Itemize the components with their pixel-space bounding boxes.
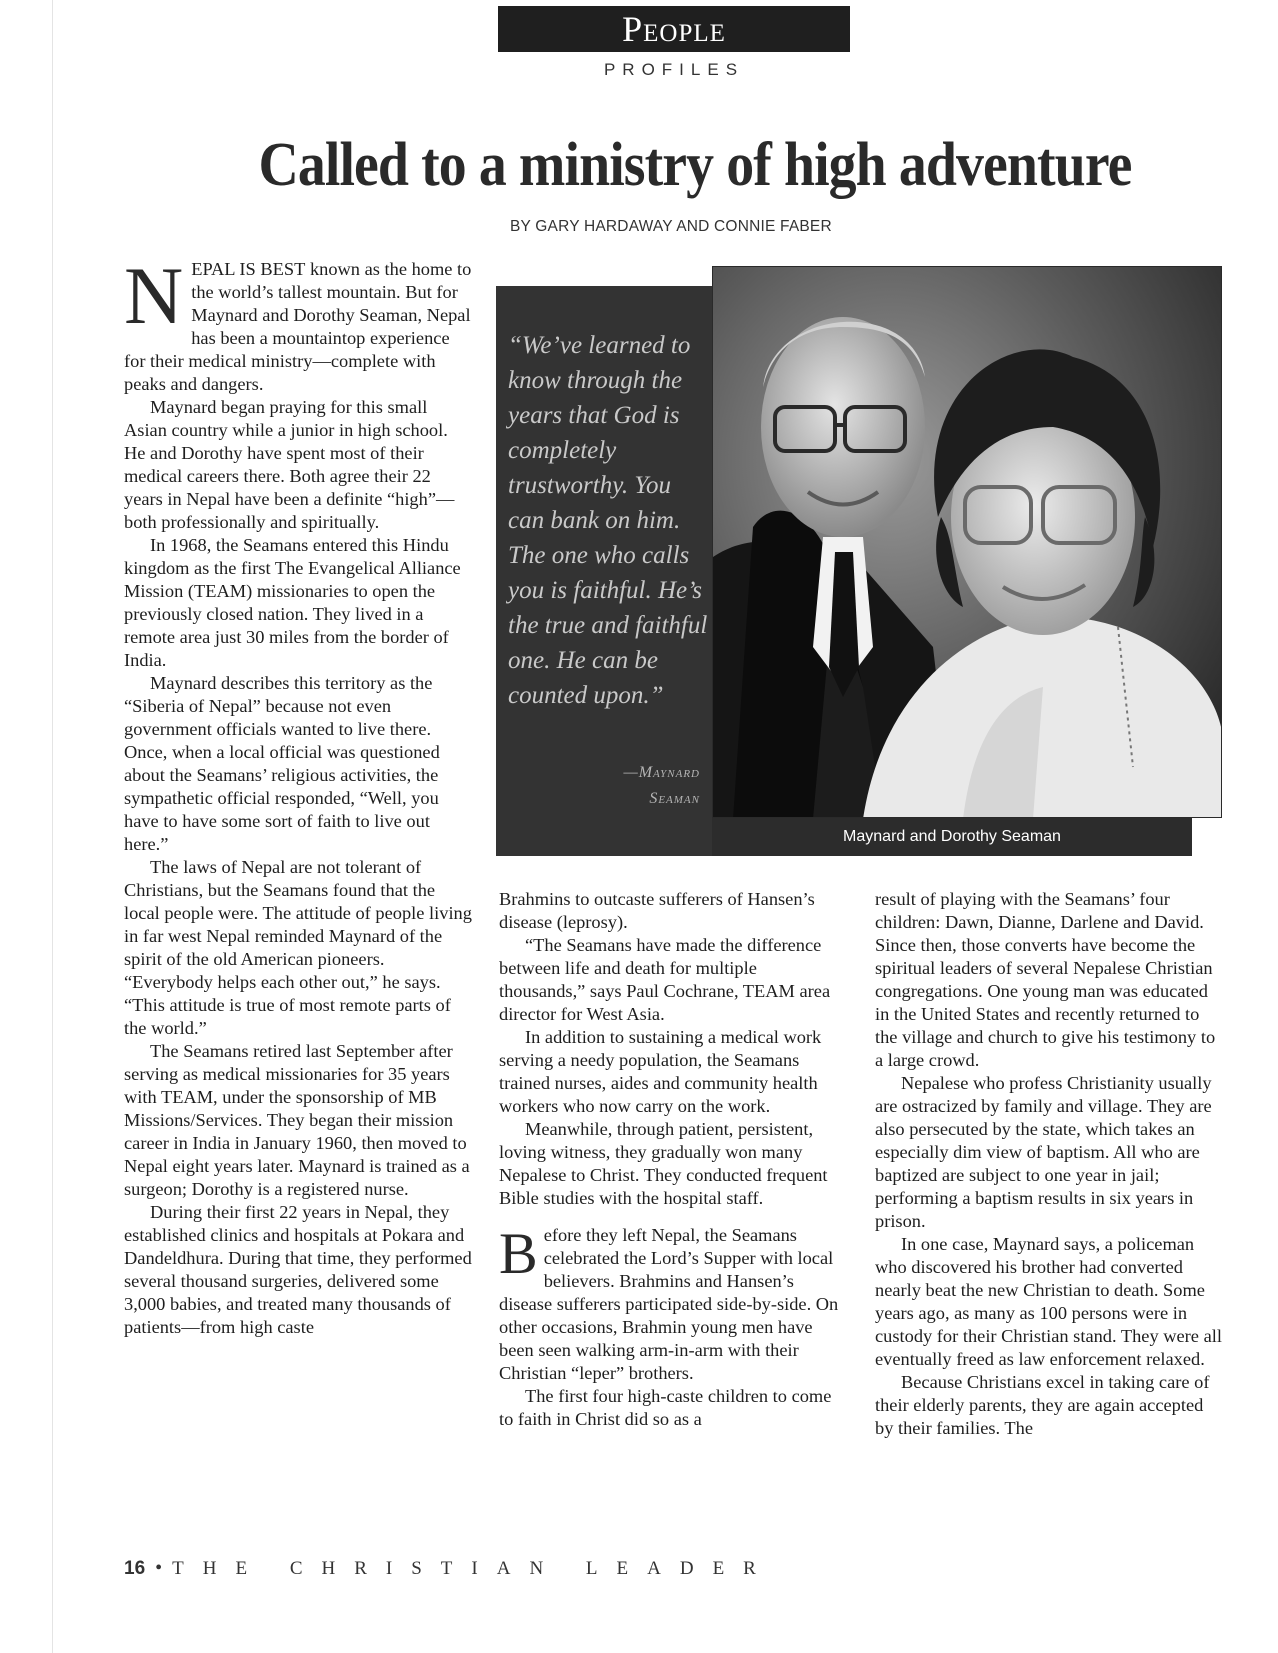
section-subtitle: PROFILES — [603, 60, 745, 79]
body-paragraph: Meanwhile, through patient, persistent, loving witness, they gradually won many Nepalese to Christ. They conducted frequent Bible studies with the hospital staff. — [499, 1119, 828, 1208]
body-paragraph: The first four high-caste children to come to faith in Christ did so as a — [499, 1386, 832, 1429]
portrait-photo — [712, 266, 1222, 818]
body-paragraph: Because Christians excel in taking care of their elderly parents, they are again accepted by their families. The — [875, 1372, 1210, 1438]
body-paragraph: The Seamans retired last September after serving as medical missionaries for 35 years with TEAM, under the sponsorship of MB Missions/Services. They began their mission career in India in January 1960, then moved to Nepal eight years later. Maynard is trained as a surgeon; Dorothy is a registered nurse. — [124, 1041, 470, 1199]
body-paragraph: In 1968, the Seamans entered this Hindu kingdom as the first The Evangelical Alliance Mission (TEAM) missionaries to open the previously closed nation. They lived in a remote area just 30 miles from the border of India. — [124, 535, 461, 670]
lead-text: known as the home to the world’s tallest mountain. But for Maynard and Dorothy Seaman, Nepal has been a mountaintop experience for their medical ministry—complete with peaks and dangers. — [124, 259, 472, 394]
photo-caption: Maynard and Dorothy Seaman — [712, 818, 1192, 856]
drop-cap: N — [124, 250, 184, 341]
page-footer — [124, 1556, 824, 1580]
body-paragraph: result of playing with the Seamans’ four children: Dawn, Dianne, Darlene and David. Since then, those converts have become the spiritual leaders of several Nepalese Christian congregations. One young man was educated in the United States and recently returned to the village and church to give his testimony to a large crowd. — [875, 889, 1216, 1070]
dropcap-paragraph — [499, 1221, 847, 1385]
section-title: People — [498, 6, 850, 52]
body-paragraph: Brahmins to outcaste sufferers of Hansen’s disease (leprosy). — [499, 889, 815, 932]
page-edge-rule — [52, 0, 53, 1653]
dropcap-paragraph-text: efore they left Nepal, the Seamans celebrated the Lord’s Supper with local believers. Brahmins and Hansen’s disease sufferers participated side-by-side. On other occasions, Brahmin young men have been seen walking arm-in-arm with their Christian “leper” brothers. — [499, 1225, 839, 1383]
article-column-2 — [499, 888, 847, 1431]
page-number: 16 — [124, 1558, 146, 1579]
body-paragraph: Maynard describes this territory as the “Siberia of Nepal” because not even government officials wanted to live there. Once, when a local official was questioned about the Seamans’ religious activities, the sympathetic official responded, “Well, you have to have some sort of faith to live out here.” — [124, 673, 440, 854]
body-paragraph: During their first 22 years in Nepal, they established clinics and hospitals at Pokara and Dandeldhura. During that time, they performed several thousand surgeries, delivered some 3,000 babies, and treated many thousands of patients—from high caste — [124, 1202, 472, 1337]
pullquote-attribution — [560, 760, 700, 812]
pullquote-attribution-line: Seaman — [649, 790, 700, 807]
lead-paragraph — [124, 250, 472, 396]
body-paragraph: “The Seamans have made the difference between life and death for multiple thousands,” says Paul Cochrane, TEAM area director for West Asia. — [499, 935, 831, 1024]
lead-caps: EPAL IS BEST — [191, 259, 306, 279]
article-headline: Called to a ministry of high adventure — [258, 131, 1132, 199]
article-byline: BY GARY HARDAWAY AND CONNIE FABER — [510, 218, 832, 235]
pullquote-attribution-line: —Maynard — [623, 764, 700, 781]
publication-name: THE CHRISTIAN LEADER — [172, 1558, 775, 1579]
footer-bullet: • — [155, 1557, 163, 1579]
article-column-1 — [124, 250, 472, 1339]
article-column-3 — [875, 888, 1223, 1440]
drop-cap: B — [499, 1221, 538, 1286]
body-paragraph: In addition to sustaining a medical work serving a needy population, the Seamans trained nurses, aides and community health workers who now carry on the work. — [499, 1027, 822, 1116]
body-paragraph: Maynard began praying for this small Asian country while a junior in high school. He and Dorothy have spent most of their medical careers there. Both agree their 22 years in Nepal have been a definite “high”—both professionally and spiritually. — [124, 397, 455, 532]
pullquote-text: “We’ve learned to know through the years that God is completely trustworthy. You can bank on him. The one who calls you is faithful. He’s the true and faithful one. He can be counted upon.” — [508, 332, 708, 709]
body-paragraph: In one case, Maynard says, a policeman who discovered his brother had converted nearly beat the new Christian to death. Some years ago, as many as 100 persons were in custody for their Christian stand. They were all eventually freed as law enforcement relaxed. — [875, 1234, 1222, 1369]
body-paragraph: Nepalese who profess Christianity usually are ostracized by family and village. They are also persecuted by the state, which takes an especially dim view of baptism. All who are baptized are subject to one year in jail; performing a baptism results in six years in prison. — [875, 1073, 1212, 1231]
body-paragraph: The laws of Nepal are not tolerant of Christians, but the Seamans found that the local people were. The attitude of people living in far west Nepal reminded Maynard of the spirit of the old American pioneers. “Everybody helps each other out,” he says. “This attitude is true of most remote parts of the world.” — [124, 857, 472, 1038]
